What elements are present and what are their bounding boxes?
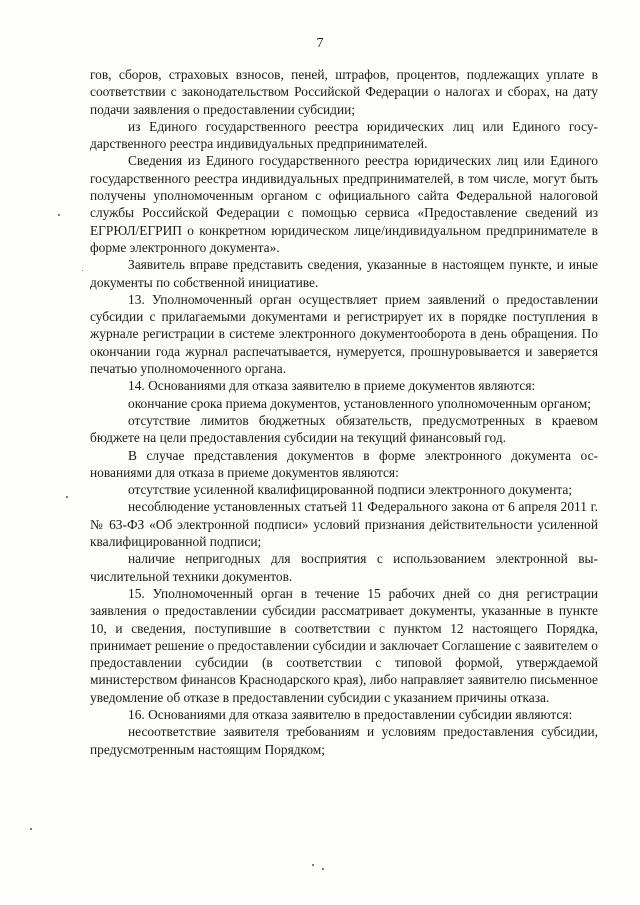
paragraph-3: Сведения из Единого государственного реестра юридических лиц или Единого государственного реестра индивидуальных предпринимателей, в том числе, могут быть получены уполномоченным органом с официального сайта Федеральной налоговой службы Российской Федерации с помощью сервиса «Предоставление сведений из ЕГРЮЛ/ЕГРИП о конкретном юридическом лице/индивидуальном предпринимателе в форме электронного документа».: [90, 153, 598, 255]
paragraph-9: В случае представления документов в форме электронного документа основаниями для отказа в приеме документов являются:: [90, 447, 598, 480]
paragraph-1: гов, сборов, страховых взносов, пеней, штрафов, процентов, подлежащих уплате в соответствии с законодательством Российской Федерации о налогах и сборах, на дату подачи заявления о предоставлении субсидии;: [90, 67, 598, 117]
scan-speck: [312, 864, 314, 866]
paragraph-8: отсутствие лимитов бюджетных обязательств, предусмотренных в краевом бюджете на цели предоставления субсидии на текущий финансовый год.: [90, 412, 598, 446]
paragraph-2: из Единого государственного реестра юридических лиц или Единого государственного реестра индивидуальных предпринимателей.: [90, 118, 598, 152]
page-number: 7: [316, 36, 324, 51]
paragraph-12: наличие непригодных для восприятия с использованием электронной вычислительной техники документов.: [90, 551, 598, 584]
scan-speck: [30, 828, 32, 830]
paragraph-5: 13. Уполномоченный орган осуществляет прием заявлений о предоставлении субсидии с прилагаемыми документами и регистрирует их в порядке поступления в журнале регистрации в системе электронного документооборота в день обращения. По окончании года журнал распечатывается, нумеруется, прошнуровывается и заверяется печатью уполномоченного органа.: [90, 291, 598, 377]
paragraph-10: отсутствие усиленной квалифицированной подписи электронного документа;: [128, 482, 573, 498]
paragraph-4: Заявитель вправе представить сведения, указанные в настоящем пункте, и иные документы по собственной инициативе.: [90, 257, 598, 290]
paragraph-13: 15. Уполномоченный орган в течение 15 рабочих дней со дня регистрации заявления о предоставлении субсидии рассматривает документы, указанные в пункте 10, и сведения, поступившие в соответствии с пунктом 12 настоящего Порядка, принимает решение о предоставлении субсидии и заключает Соглашение с заявителем о предоставлении субсидии (в соответствии с типовой формой, утверждаемой министерством финансов Краснодарского края), либо направляет заявителю письменное уведомление об отказе в предоставлении субсидии с указанием причины отказа.: [90, 585, 598, 705]
scan-speck: [58, 214, 60, 216]
paragraph-11: несоблюдение установленных статьей 11 Федерального закона от 6 апреля 2011 г. № 63-ФЗ «Об электронной подписи» условий признания действительности усиленной квалифицированной подписи;: [90, 499, 598, 550]
scan-speck: [322, 868, 324, 870]
paragraph-15: несоответствие заявителя требованиям и условиям предоставления субсидии, предусмотренным настоящим Порядком;: [90, 724, 598, 757]
document-body: [90, 66, 598, 758]
paragraph-6: 14. Основаниями для отказа заявителю в приеме документов являются:: [128, 378, 536, 394]
scan-speck: [66, 496, 68, 498]
scan-speck: [82, 270, 83, 271]
paragraph-7: окончание срока приема документов, установленного уполномоченным органом;: [128, 395, 591, 411]
paragraph-14: 16. Основаниями для отказа заявителю в предоставлении субсидии являются:: [128, 706, 573, 722]
